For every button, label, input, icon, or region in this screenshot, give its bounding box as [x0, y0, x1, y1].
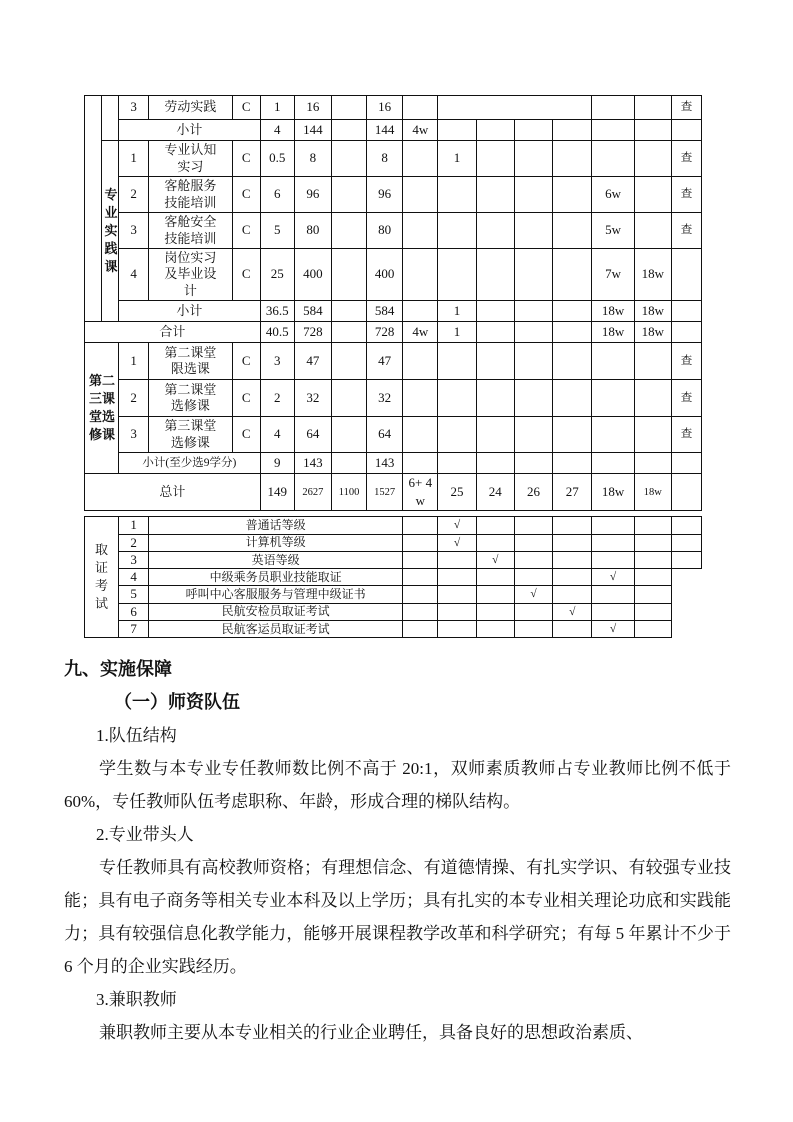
table-cell	[553, 177, 592, 213]
cell-assess: 查	[671, 213, 701, 249]
table-cell	[553, 453, 592, 474]
table-cell: 2	[260, 380, 294, 417]
group-label-certification: 取证考试	[85, 517, 119, 638]
table-cell: 584	[294, 301, 331, 322]
table-cell	[438, 120, 476, 141]
table-cell	[403, 551, 438, 568]
table-cell	[553, 620, 592, 637]
table-cell: 1	[119, 343, 149, 380]
cell-checkmark: √	[592, 620, 634, 637]
table-cell: 728	[367, 322, 403, 343]
cell-assess: 查	[671, 343, 701, 380]
table-cell: 149	[260, 474, 294, 511]
table-cell: 64	[367, 417, 403, 453]
table-cell: 3	[119, 551, 149, 568]
table-cell	[476, 141, 514, 177]
table-cell	[403, 249, 438, 301]
table-row	[85, 343, 702, 380]
table-cell: C	[232, 417, 260, 453]
body-text	[64, 653, 731, 1049]
table-cell: 2	[119, 177, 149, 213]
table-cell: 5	[260, 213, 294, 249]
cell-cert-name: 民航安检员取证考试	[149, 603, 403, 620]
table-cell: 18w	[592, 322, 634, 343]
cell-cert-name: 呼叫中心客服服务与管理中级证书	[149, 586, 403, 603]
table-cell	[634, 586, 671, 603]
table-cell: 4w	[403, 322, 438, 343]
table-row	[85, 586, 702, 603]
table-cell	[592, 551, 634, 568]
table-cell	[553, 301, 592, 322]
table-cell	[592, 380, 634, 417]
table-cell	[403, 534, 438, 551]
table-row	[85, 474, 702, 511]
cell-course-name: 岗位实习及毕业设计	[149, 249, 233, 301]
table-cell	[592, 343, 634, 380]
cell-course-name: 第三课堂选修课	[149, 417, 233, 453]
table-cell: 4	[119, 249, 149, 301]
table-cell: 1527	[367, 474, 403, 511]
table-cell	[331, 343, 366, 380]
table-cell	[634, 417, 671, 453]
table-cell: 2627	[294, 474, 331, 511]
table-cell: 64	[294, 417, 331, 453]
cell-assess: 查	[671, 177, 701, 213]
table-cell	[403, 603, 438, 620]
table-cell	[553, 569, 592, 586]
table-cell	[476, 603, 514, 620]
table-cell	[476, 620, 514, 637]
total-label: 合计	[85, 322, 261, 343]
table-cell	[634, 141, 671, 177]
table-cell	[331, 120, 366, 141]
table-cell	[634, 517, 671, 534]
table-cell	[331, 301, 366, 322]
table-cell	[671, 474, 701, 511]
cell-checkmark: √	[476, 551, 514, 568]
table-cell	[403, 517, 438, 534]
item-title-1: 1.队伍结构	[96, 726, 177, 746]
cell-assess: 查	[671, 141, 701, 177]
table-cell: 144	[294, 120, 331, 141]
table-cell	[476, 380, 514, 417]
table-cell: C	[232, 380, 260, 417]
table-cell	[514, 603, 552, 620]
table-cell	[476, 249, 514, 301]
table-cell	[438, 380, 476, 417]
curriculum-tables	[84, 95, 706, 638]
table-cell: 27	[553, 474, 592, 511]
table-cell: 96	[294, 177, 331, 213]
table-cell: 5w	[592, 213, 634, 249]
item-title-2: 2.专业带头人	[96, 825, 194, 845]
item-title-3: 3.兼职教师	[96, 990, 177, 1010]
subsection-heading: （一）师资队伍	[114, 692, 240, 713]
table-cell	[514, 534, 552, 551]
table-cell: 7	[119, 620, 149, 637]
table-cell	[476, 417, 514, 453]
table-cell	[514, 177, 552, 213]
table-cell	[438, 417, 476, 453]
table-cell: 6	[119, 603, 149, 620]
table-cell: 96	[367, 177, 403, 213]
cell-course-name: 专业认知实习	[149, 141, 233, 177]
cell-course-name: 客舱安全技能培训	[149, 213, 233, 249]
table-row	[85, 620, 702, 637]
table-cell	[634, 380, 671, 417]
table-cell	[634, 213, 671, 249]
table-cell: 47	[367, 343, 403, 380]
table-cell: 2	[119, 380, 149, 417]
table-cell: 8	[367, 141, 403, 177]
table-cell	[634, 534, 671, 551]
group-label-practice-courses: 专业实践课	[101, 141, 119, 322]
table-cell	[553, 120, 592, 141]
table-cell	[476, 453, 514, 474]
table-row	[85, 120, 702, 141]
table-cell	[403, 301, 438, 322]
cell-course-name: 客舱服务技能培训	[149, 177, 233, 213]
table-cell: 40.5	[260, 322, 294, 343]
table-row	[85, 96, 702, 120]
table-cell: 4	[119, 569, 149, 586]
table-row	[85, 534, 702, 551]
table-row	[85, 453, 702, 474]
table-cell: 143	[367, 453, 403, 474]
table-cell	[438, 249, 476, 301]
table-cell	[514, 343, 552, 380]
table-cell	[514, 249, 552, 301]
table-cell	[514, 120, 552, 141]
table-cell: 728	[294, 322, 331, 343]
table-cell	[403, 213, 438, 249]
table-cell	[553, 517, 592, 534]
table-cell	[476, 517, 514, 534]
table-row	[85, 141, 702, 177]
table-cell	[634, 343, 671, 380]
table-cell: 7w	[592, 249, 634, 301]
table-cell	[634, 453, 671, 474]
table-cell: 4	[260, 120, 294, 141]
table-cell	[553, 141, 592, 177]
table-row	[85, 569, 702, 586]
table-cell: 80	[294, 213, 331, 249]
table-cell: 16	[367, 96, 403, 120]
table-cell	[438, 343, 476, 380]
table-cell	[403, 620, 438, 637]
table-cell	[553, 322, 592, 343]
table-cell: 1	[438, 141, 476, 177]
table-cell	[592, 96, 634, 120]
table-row	[85, 249, 702, 301]
table-cell	[403, 453, 438, 474]
table-cell	[553, 213, 592, 249]
table-cell	[331, 213, 366, 249]
table-row	[85, 603, 702, 620]
table-cell: 3	[119, 213, 149, 249]
table-cell	[476, 213, 514, 249]
table-cell: 0.5	[260, 141, 294, 177]
table-cell	[671, 249, 701, 301]
table-cell: 1100	[331, 474, 366, 511]
cell-cert-name: 英语等级	[149, 551, 403, 568]
table-cell	[438, 177, 476, 213]
table-cell: C	[232, 213, 260, 249]
grand-total-label: 总计	[85, 474, 261, 511]
table-cell	[553, 417, 592, 453]
table-cell: 8	[294, 141, 331, 177]
table-cell	[85, 96, 102, 322]
table-cell	[331, 96, 366, 120]
cell-assess: 查	[671, 380, 701, 417]
table-row	[85, 380, 702, 417]
table-row	[85, 301, 702, 322]
table-cell	[592, 586, 634, 603]
table-cell	[331, 141, 366, 177]
table-cell	[331, 417, 366, 453]
table-cell: 32	[367, 380, 403, 417]
table-cell	[438, 569, 476, 586]
curriculum-table-continued	[84, 95, 702, 511]
table-cell	[514, 551, 552, 568]
table-cell: 24	[476, 474, 514, 511]
table-row	[85, 417, 702, 453]
subtotal-label: 小计(至少选9学分)	[119, 453, 261, 474]
table-cell	[438, 453, 476, 474]
table-cell	[403, 586, 438, 603]
table-cell	[438, 213, 476, 249]
table-cell	[403, 177, 438, 213]
cell-course-name: 第二课堂选修课	[149, 380, 233, 417]
table-cell: 47	[294, 343, 331, 380]
table-cell	[476, 301, 514, 322]
table-cell: 6+ 4w	[403, 474, 438, 511]
table-cell	[476, 322, 514, 343]
table-row	[85, 517, 702, 534]
table-row	[85, 322, 702, 343]
table-cell: 32	[294, 380, 331, 417]
paragraph-2: 专任教师具有高校教师资格；有理想信念、有道德情操、有扎实学识、有较强专业技能；具有电子商务等相关专业本科及以上学历；具有扎实的本专业相关理论功底和实践能力；具有较强信息化教学能力，能够开展课程教学改革和科学研究；有每 5 年累计不少于 6 个月的企业实践经历。	[64, 858, 731, 977]
table-cell: 3	[260, 343, 294, 380]
cell-assess: 查	[671, 417, 701, 453]
cell-course-name: 劳动实践	[149, 96, 233, 120]
table-cell: 6w	[592, 177, 634, 213]
table-cell: 1	[119, 141, 149, 177]
group-label-second-class: 第二三课堂选修课	[85, 343, 119, 474]
table-cell: 18w	[634, 301, 671, 322]
table-cell: 143	[294, 453, 331, 474]
table-cell	[403, 417, 438, 453]
cell-checkmark: √	[514, 586, 552, 603]
table-cell	[592, 517, 634, 534]
table-cell	[514, 569, 552, 586]
table-cell	[671, 453, 701, 474]
table-cell	[331, 453, 366, 474]
table-cell	[331, 249, 366, 301]
table-cell	[634, 603, 671, 620]
table-cell	[634, 551, 671, 568]
cell-checkmark: √	[592, 569, 634, 586]
table-cell: 584	[367, 301, 403, 322]
table-cell: 3	[119, 417, 149, 453]
table-cell	[331, 322, 366, 343]
table-cell	[553, 249, 592, 301]
table-cell	[331, 177, 366, 213]
table-cell: C	[232, 96, 260, 120]
table-cell: 1	[438, 322, 476, 343]
table-row	[85, 551, 702, 568]
table-cell: 16	[294, 96, 331, 120]
cell-checkmark: √	[438, 517, 476, 534]
cell-cert-name: 普通话等级	[149, 517, 403, 534]
table-cell: 80	[367, 213, 403, 249]
table-cell	[592, 453, 634, 474]
table-cell	[514, 141, 552, 177]
table-cell: 25	[260, 249, 294, 301]
table-cell: 144	[367, 120, 403, 141]
table-cell	[634, 620, 671, 637]
certification-exam-table	[84, 516, 702, 638]
table-row	[85, 213, 702, 249]
table-cell	[514, 417, 552, 453]
table-cell	[514, 301, 552, 322]
table-cell	[438, 586, 476, 603]
table-cell	[553, 586, 592, 603]
table-cell	[553, 534, 592, 551]
cell-cert-name: 民航客运员取证考试	[149, 620, 403, 637]
table-cell	[476, 343, 514, 380]
table-cell: C	[232, 177, 260, 213]
table-cell	[476, 534, 514, 551]
table-cell	[671, 551, 701, 568]
table-cell: 1	[119, 517, 149, 534]
table-cell	[514, 453, 552, 474]
table-cell	[671, 301, 701, 322]
table-cell: 18w	[634, 322, 671, 343]
table-cell: 5	[119, 586, 149, 603]
table-cell	[671, 534, 701, 551]
table-cell: 6	[260, 177, 294, 213]
section-heading: 九、实施保障	[64, 659, 172, 680]
table-cell	[403, 141, 438, 177]
table-cell	[553, 380, 592, 417]
table-cell	[634, 569, 671, 586]
subtotal-label: 小计	[119, 301, 261, 322]
table-cell	[476, 569, 514, 586]
table-cell	[592, 534, 634, 551]
table-cell	[634, 177, 671, 213]
table-cell: 2	[119, 534, 149, 551]
cell-course-no: 3	[119, 96, 149, 120]
table-cell: 1	[260, 96, 294, 120]
table-cell	[592, 603, 634, 620]
cell-cert-name: 中级乘务员职业技能取证	[149, 569, 403, 586]
table-cell	[403, 96, 438, 120]
table-cell: C	[232, 343, 260, 380]
table-cell	[514, 213, 552, 249]
paragraph-3: 兼职教师主要从本专业相关的行业企业聘任，具备良好的思想政治素质、	[99, 1023, 643, 1043]
table-cell	[476, 120, 514, 141]
cell-assess: 查	[671, 96, 701, 120]
cell-checkmark: √	[438, 534, 476, 551]
table-cell	[476, 586, 514, 603]
table-cell: 400	[367, 249, 403, 301]
table-cell	[438, 603, 476, 620]
table-cell: 18w	[592, 301, 634, 322]
table-cell: 4w	[403, 120, 438, 141]
table-cell	[514, 620, 552, 637]
table-cell	[671, 322, 701, 343]
table-cell	[671, 120, 701, 141]
subtotal-label: 小计	[119, 120, 261, 141]
table-cell	[403, 569, 438, 586]
paragraph-1: 学生数与本专业专任教师数比例不高于 20:1，双师素质教师占专业教师比例不低于 60%，专任教师队伍考虑职称、年龄，形成合理的梯队结构。	[64, 759, 731, 812]
table-cell	[101, 96, 119, 141]
table-cell: 9	[260, 453, 294, 474]
cell-cert-name: 计算机等级	[149, 534, 403, 551]
table-cell: C	[232, 249, 260, 301]
table-cell	[553, 343, 592, 380]
table-cell	[592, 417, 634, 453]
table-cell: 18w	[634, 474, 671, 511]
table-cell	[403, 343, 438, 380]
cell-course-name: 第二课堂限选课	[149, 343, 233, 380]
table-cell: 26	[514, 474, 552, 511]
table-cell: 4	[260, 417, 294, 453]
table-cell: 25	[438, 474, 476, 511]
table-cell	[553, 551, 592, 568]
table-cell	[514, 322, 552, 343]
table-cell: 1	[438, 301, 476, 322]
table-cell	[514, 380, 552, 417]
cell-checkmark: √	[553, 603, 592, 620]
table-cell	[438, 620, 476, 637]
table-cell	[592, 141, 634, 177]
table-cell	[438, 96, 592, 120]
table-cell	[438, 551, 476, 568]
table-cell	[634, 96, 671, 120]
table-cell	[592, 120, 634, 141]
table-cell	[514, 517, 552, 534]
table-cell: C	[232, 141, 260, 177]
table-cell	[403, 380, 438, 417]
table-cell	[634, 120, 671, 141]
table-cell: 400	[294, 249, 331, 301]
table-cell	[331, 380, 366, 417]
table-cell: 36.5	[260, 301, 294, 322]
table-cell: 18w	[592, 474, 634, 511]
table-row	[85, 177, 702, 213]
table-cell: 18w	[634, 249, 671, 301]
table-cell	[476, 177, 514, 213]
table-cell	[671, 517, 701, 534]
